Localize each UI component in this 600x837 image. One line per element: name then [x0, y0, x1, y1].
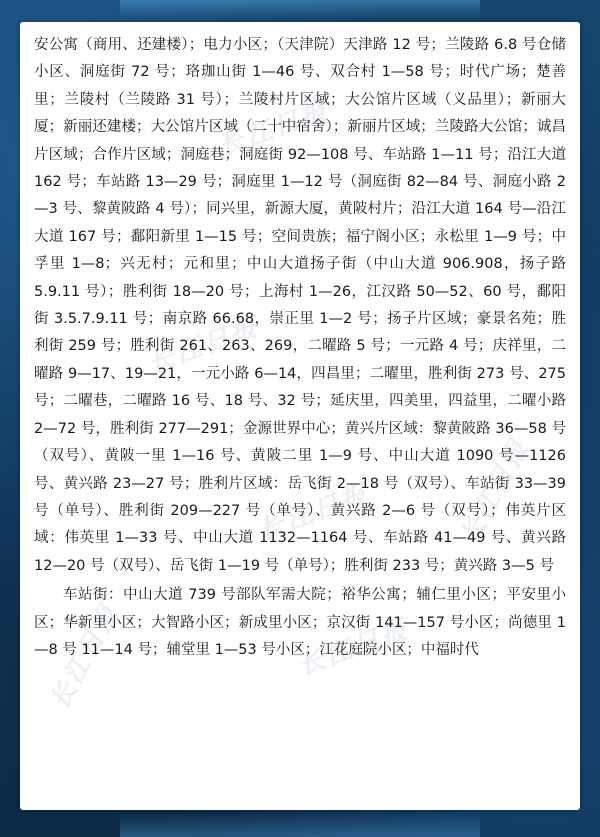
watermark: 长江日报 — [294, 613, 414, 682]
watermark: 长江日报 — [254, 478, 374, 547]
document-body — [34, 32, 566, 664]
watermark: 长江日报 — [454, 433, 536, 550]
watermark: 长江日报 — [144, 311, 264, 380]
document-card — [20, 22, 580, 810]
watermark: 长江日报 — [214, 94, 334, 163]
background-glow-bottom — [120, 813, 480, 837]
paragraph-address-list: 安公寓（商用、还建楼）；电力小区；（天津院）天津路 12 号；兰陵路 6.8 号仓储小区、洞庭街 72 号；珞珈山街 1—46 号、双合村 1—58 号；时代广场；楚善里；兰陵村（兰陵路 31 号）；兰陵村片区域；大公馆片区域（义品里）；新丽大厦；新丽还建楼；大公馆片区域（二十中宿舍）；新丽片区域；兰陵路大公馆；诚昌片区域；合作片区域；洞庭巷；洞庭街 92—108 号、车站路 1—11 号；沿江大道 162 号；车站路 13—29 号；洞庭里 1—12 号（洞庭街 82—84 号、洞庭小路 2—3 号、黎黄陂路 4 号）；同兴里，新源大厦，黄陂村片；沿江大道 164 号—沿江大道 167 号；鄱阳新里 1—15 号；空间贵族；福宁阁小区；永松里 1—9 号；中孚里 1—8；兴无村；元和里；中山大道扬子街（中山大道 906.908，扬子路 5.9.11 号）；胜利街 18—20 号；上海村 1—26，江汉路 50—52、60 号，鄱阳街 3.5.7.9.11 号；南京路 66.68，崇正里 1—2 号；扬子片区域；豪景名苑；胜利街 259 号；胜利街 261、263、269，二曜路 5 号；一元路 4 号；庆祥里，二曜路 9—17、19—21，一元小路 6—14，四昌里；二曜里，胜利街 273 号、275 号；二曜巷，二曜路 16 号、18 号、32 号；延庆里，四美里，四益里，二曜小路 2—72 号，胜利街 277—291；金源世界中心；黄兴片区域：黎黄陂路 36—58 号（双号）、黄陂一里 1—16 号、黄陂二里 1—9 号、中山大道 1090 号—1126 号、黄兴路 23—27 号；胜利片区域：岳飞街 2—18 号（双号）、车站街 33—39 号（单号）、胜利街 209—227 号（单号）、黄兴路 2—6 号（双号）；伟英片区域：伟英里 1—33 号、中山大道 1132—1164 号、车站路 41—49 号、黄兴路 12—20 号（双号）、岳飞街 1—19 号（单号）；胜利街 233 号；黄兴路 3—5 号 — [34, 37, 566, 574]
background-glow-top — [120, 0, 480, 18]
watermark: 长江日报 — [44, 598, 126, 715]
paragraph-chezhan-street: 车站街：中山大道 739 号部队军需大院；裕华公寓；辅仁里小区；平安里小区；华新里小区；大智路小区；新成里小区；京汉街 141—157 号小区；尚德里 1—8 号 11—14 号；辅堂里 1—53 号小区；江花庭院小区；中福时代 — [34, 587, 566, 658]
